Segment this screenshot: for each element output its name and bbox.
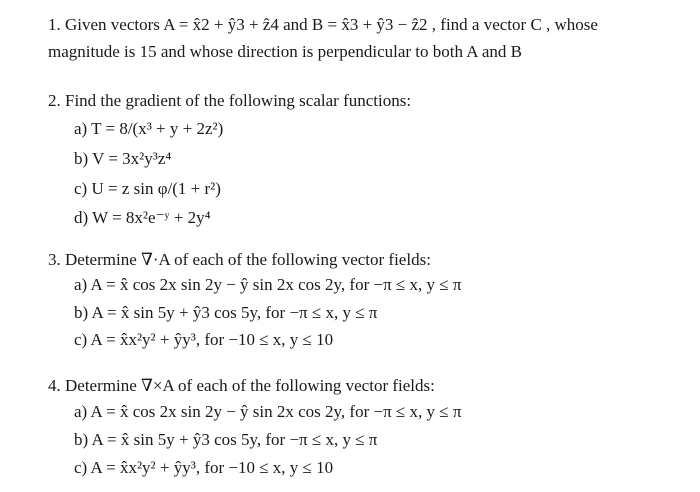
problem-1-line-1: 1. Given vectors A = x̂2 + ŷ3 + ẑ4 and B = x̂3 + ŷ3 − ẑ2 , find a vector C , whose [48,15,598,34]
problem-3-item-c: c) A = x̂x²y² + ŷy³, for −10 ≤ x, y ≤ 10 [74,330,334,349]
problem-1-line-2: magnitude is 15 and whose direction is perpendicular to both A and B [48,42,523,61]
problem-2-item-b: b) V = 3x²y³z⁴ [74,149,172,168]
problem-2-heading: 2. Find the gradient of the following scalar functions: [48,91,412,110]
problem-3-heading: 3. Determine ∇·A of each of the following vector fields: [48,250,431,269]
problem-4-item-b: b) A = x̂ sin 5y + ŷ3 cos 5y, for −π ≤ x, y ≤ π [74,430,378,449]
problem-2-item-c: c) U = z sin φ/(1 + r²) [74,179,221,198]
problem-4-heading: 4. Determine ∇×A of each of the following vector fields: [48,376,435,395]
problem-4-item-c: c) A = x̂x²y² + ŷy³, for −10 ≤ x, y ≤ 10 [74,458,334,477]
problem-2-item-a: a) T = 8/(x³ + y + 2z²) [74,119,224,138]
problem-4-item-a: a) A = x̂ cos 2x sin 2y − ŷ sin 2x cos 2y, for −π ≤ x, y ≤ π [74,402,462,421]
problem-3-item-b: b) A = x̂ sin 5y + ŷ3 cos 5y, for −π ≤ x, y ≤ π [74,303,378,322]
problem-2-item-d: d) W = 8x²e⁻ʸ + 2y⁴ [74,208,211,227]
problem-3-item-a: a) A = x̂ cos 2x sin 2y − ŷ sin 2x cos 2y, for −π ≤ x, y ≤ π [74,275,462,294]
